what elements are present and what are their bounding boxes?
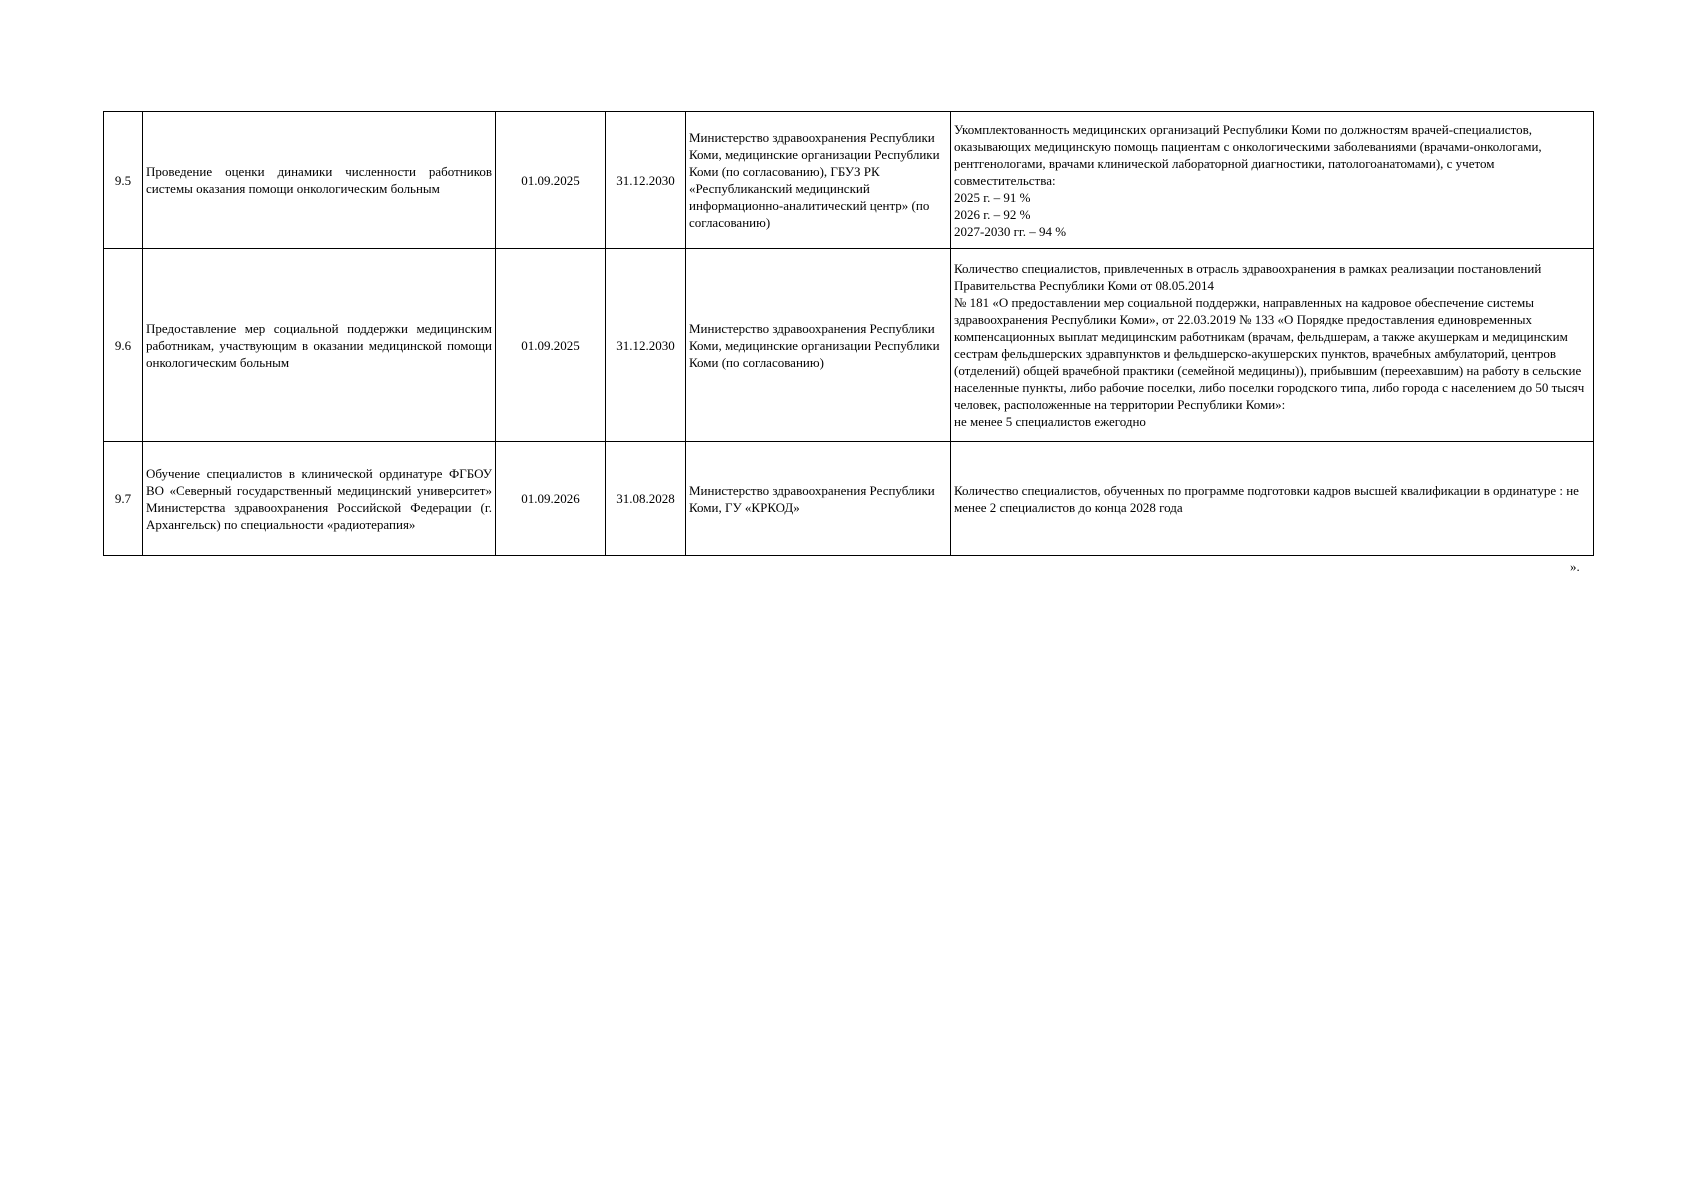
- responsible-executors: Министерство здравоохранения Республики Коми, медицинские организации Республики Коми (по согласованию), ГБУЗ РК «Республиканский медицинский информационно-аналитический центр» (по согласованию): [686, 112, 951, 249]
- end-date: 31.08.2028: [606, 442, 686, 556]
- closing-quote-mark: ».: [1570, 559, 1580, 574]
- end-date: 31.12.2030: [606, 249, 686, 442]
- row-number: 9.7: [104, 442, 143, 556]
- row-number: 9.6: [104, 249, 143, 442]
- start-date: 01.09.2025: [496, 112, 606, 249]
- event-description: Предоставление мер социальной поддержки медицинским работникам, участвующим в оказании медицинской помощи онкологическим больным: [143, 249, 496, 442]
- table-row: [104, 442, 1594, 556]
- start-date: 01.09.2025: [496, 249, 606, 442]
- expected-result: [951, 249, 1594, 442]
- result-line: 2027-2030 гг. – 94 %: [954, 223, 1067, 239]
- result-line: 2025 г. – 91 %: [954, 189, 1031, 205]
- responsible-executors: Министерство здравоохранения Республики Коми, ГУ «КРКОД»: [686, 442, 951, 556]
- result-line: Количество специалистов, обученных по программе подготовки кадров высшей квалификации в ординатуре : не менее 2 специалистов до конца 2028 года: [954, 482, 1579, 515]
- event-description: Обучение специалистов в клинической ординатуре ФГБОУ ВО «Северный государственный медицинский университет» Министерства здравоохранения Российской Федерации (г. Архангельск) по специальности «радиотерапия»: [143, 442, 496, 556]
- result-line: 2026 г. – 92 %: [954, 206, 1031, 222]
- responsible-executors: Министерство здравоохранения Республики Коми, медицинские организации Республики Коми (по согласованию): [686, 249, 951, 442]
- table-row: [104, 249, 1594, 442]
- expected-result: [951, 112, 1594, 249]
- result-line: № 181 «О предоставлении мер социальной поддержки, направленных на кадровое обеспечение системы здравоохранения Республики Коми», от 22.03.2019 № 133 «О Порядке предоставления единовременных компенсационных выплат медицинским работникам (врачам, фельдшерам, а также акушеркам и медицинским сестрам фельдшерских здравпунктов и фельдшерско-акушерских пунктов, врачебных амбулаторий, центров (отделений) общей врачебной практики (семейной медицины)), прибывшим (переехавшим) на работу в сельские населенные пункты, либо рабочие поселки, либо поселки городского типа, либо города с населением до 50 тысяч человек, расположенные на территории Республики Коми»:: [954, 295, 1585, 412]
- result-line: не менее 5 специалистов ежегодно: [954, 414, 1146, 429]
- measures-table: [103, 111, 1594, 556]
- event-description: Проведение оценки динамики численности работников системы оказания помощи онкологическим больным: [143, 112, 496, 249]
- start-date: 01.09.2026: [496, 442, 606, 556]
- table-row: [104, 112, 1594, 249]
- end-date: 31.12.2030: [606, 112, 686, 249]
- result-line: Укомплектованность медицинских организаций Республики Коми по должностям врачей-специалистов, оказывающих медицинскую помощь пациентам с онкологическими заболеваниями (врачами-онкологами, рентгенологами, врачами клинической лабораторной диагностики, патологоанатомами), с учетом совместительства:: [954, 121, 1542, 188]
- row-number: 9.5: [104, 112, 143, 249]
- result-line: Количество специалистов, привлеченных в отрасль здравоохранения в рамках реализации постановлений Правительства Республики Коми от 08.05.2014: [954, 261, 1542, 293]
- expected-result: [951, 442, 1594, 556]
